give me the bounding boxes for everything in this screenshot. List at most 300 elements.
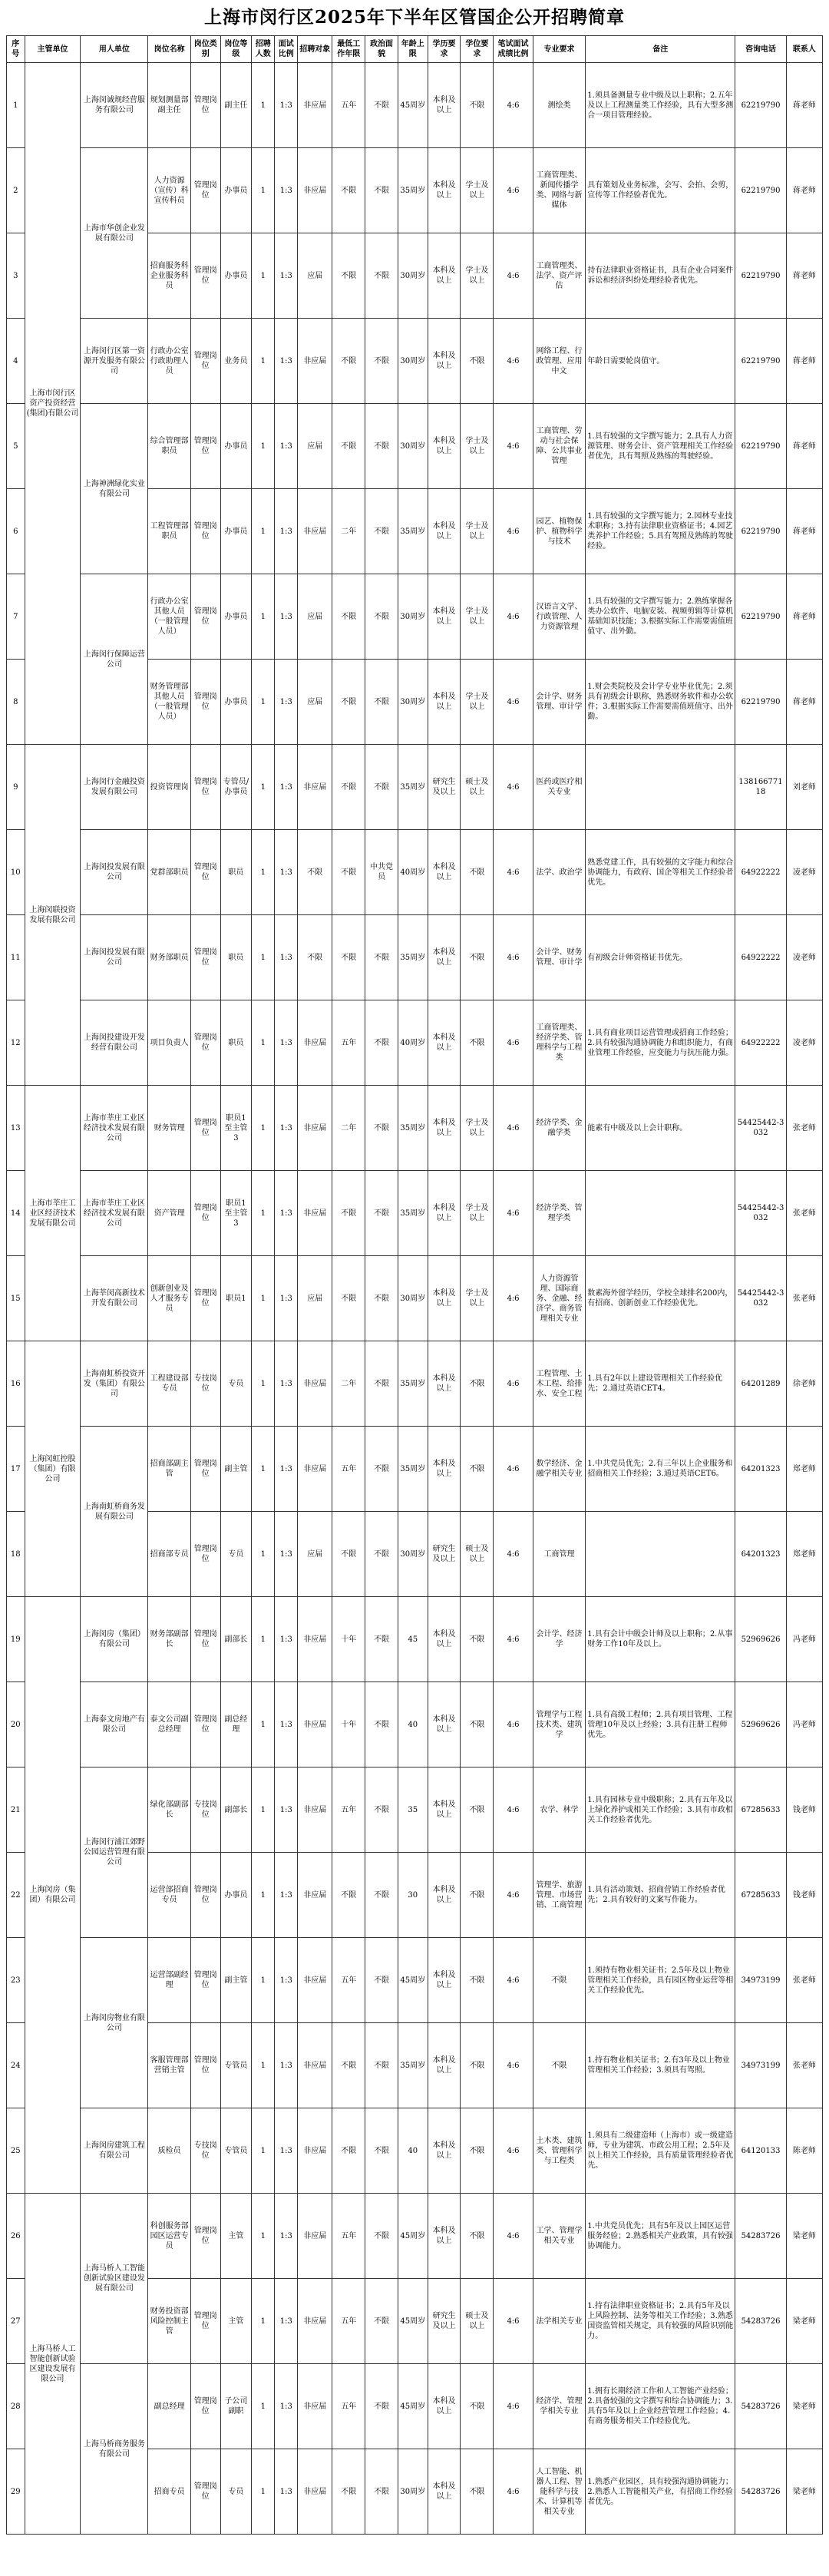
cell-exam: 4:6 [494,1000,533,1086]
cell-major: 经济学类、金融学类 [533,1086,586,1171]
cell-deg: 不限 [461,1597,494,1682]
cell-years: 不限 [332,1853,365,1938]
cell-note: 1.具有活动策划、招商营销工作经验者优先；2.具有较好的文案写作能力。 [586,1853,735,1938]
cell-lvl: 副主管 [220,1938,252,2023]
cell-num: 1 [252,2108,275,2194]
cell-exam: 4:6 [494,2108,533,2194]
cell-lvl: 职员 [220,1000,252,1086]
header-cell: 年龄上限 [398,36,428,63]
cell-ratio: 1:3 [275,148,298,233]
cell-pol: 不限 [365,1853,398,1938]
table-row [7,1682,823,1767]
cell-edu: 本科及以上 [428,1341,461,1427]
cell-ratio: 1:3 [275,1000,298,1086]
cell-tel: 64201323 [735,1512,786,1597]
cell-note: 1.须具备测量专业中级及以上职称；2.五年及以上工程测量类工作经验，具有大型多测合一项目管理经验。 [586,63,735,148]
cell-num: 1 [252,660,275,745]
cell-cat: 管理岗位 [191,574,221,660]
cell-edu: 本科及以上 [428,915,461,1000]
cell-ratio: 1:3 [275,1341,298,1427]
cell-years: 不限 [332,319,365,404]
cell-pol: 不限 [365,489,398,574]
cell-num: 1 [252,2194,275,2279]
cell-age: 35 [398,1767,428,1853]
cell-exam: 4:6 [494,404,533,489]
employer-cell: 上海南虹桥商务发展有限公司 [81,1427,148,1597]
cell-tel: 64922222 [735,830,786,915]
cell-target: 非应届 [298,489,332,574]
cell-ratio: 1:3 [275,1427,298,1512]
cell-ratio: 1:3 [275,1086,298,1171]
cell-lvl: 专管员 [220,2108,252,2194]
cell-exam: 4:6 [494,148,533,233]
cell-exam: 4:6 [494,2279,533,2364]
cell-deg: 不限 [461,1000,494,1086]
cell-tel: 64922222 [735,1000,786,1086]
cell-target: 非应届 [298,2364,332,2449]
cell-major: 农学、林学 [533,1767,586,1853]
page-title: 上海市闵行区2025年下半年区管国企公开招聘简章 [203,7,625,28]
cell-tel: 54425442-3032 [735,1086,786,1171]
cell-tel: 34973199 [735,2023,786,2108]
supervisor-cell: 上海闵房（集团）有限公司 [25,1597,81,2194]
cell-num: 1 [252,2279,275,2364]
cell-tel: 52969626 [735,1597,786,1682]
cell-years: 二年 [332,489,365,574]
cell-deg: 学士及以上 [461,148,494,233]
cell-years: 不限 [332,1171,365,1256]
cell-pol: 不限 [365,148,398,233]
employer-cell: 上海莘闵高新技术开发有限公司 [81,1256,148,1341]
cell-contact: 蒋老师 [786,574,822,660]
cell-ratio: 1:3 [275,2449,298,2535]
cell-major: 经济学、管理学相关专业 [533,2364,586,2449]
cell-note: 熟悉党建工作，具有较强的文字能力和综合协调能力，有政府、国企等相关工作经验者优先。 [586,830,735,915]
cell-cat: 专技岗位 [191,2108,221,2194]
header-cell: 最低工作年限 [332,36,365,63]
cell-pos: 招商专员 [148,2449,191,2535]
table-row [7,63,823,148]
cell-exam: 4:6 [494,1341,533,1427]
cell-pol: 不限 [365,1341,398,1427]
cell-contact: 钱老师 [786,1767,822,1853]
cell-tel: 62219790 [735,660,786,745]
cell-note: 1.中共党员优先；2.有三年以上企业服务和招商相关工作经验；3.通过英语CET6。 [586,1427,735,1512]
cell-edu: 本科及以上 [428,1938,461,2023]
cell-tel: 64120133 [735,2108,786,2194]
cell-major: 工商管理类、经济学类、管理科学与工程类 [533,1000,586,1086]
cell-years: 五年 [332,63,365,148]
cell-lvl: 专员 [220,1341,252,1427]
cell-pol: 不限 [365,233,398,319]
cell-exam: 4:6 [494,660,533,745]
cell-target: 非应届 [298,1853,332,1938]
cell-exam: 4:6 [494,2449,533,2535]
cell-lvl: 副主管 [220,1427,252,1512]
cell-years: 不限 [332,2449,365,2535]
cell-tel: 64201323 [735,1427,786,1512]
cell-cat: 管理岗位 [191,1000,221,1086]
cell-deg: 学士及以上 [461,233,494,319]
table-row [7,1597,823,1682]
cell-edu: 本科及以上 [428,830,461,915]
cell-ratio: 1:3 [275,1512,298,1597]
cell-ratio: 1:3 [275,1938,298,2023]
cell-note: 持有法律职业资格证书，具有企业合同案件诉讼和经济纠纷处理经验者优先。 [586,233,735,319]
cell-lvl: 办事员 [220,660,252,745]
cell-exam: 4:6 [494,830,533,915]
cell-pos: 工程管理部职员 [148,489,191,574]
cell-target: 非应届 [298,1427,332,1512]
cell-major: 管理学、旅游管理、市场营销、工商管理 [533,1853,586,1938]
row-number: 10 [7,830,25,915]
cell-edu: 本科及以上 [428,489,461,574]
cell-deg: 不限 [461,1853,494,1938]
row-number: 9 [7,745,25,830]
cell-age: 45周岁 [398,63,428,148]
row-number: 24 [7,2023,25,2108]
cell-deg: 不限 [461,1767,494,1853]
cell-lvl: 专管员 [220,2023,252,2108]
cell-pol: 不限 [365,2364,398,2449]
employer-cell: 上海闵投发展有限公司 [81,830,148,915]
cell-age: 45周岁 [398,2364,428,2449]
cell-contact: 冯老师 [786,1597,822,1682]
employer-cell: 上海马桥商务服务有限公司 [81,2364,148,2535]
cell-years: 不限 [332,2108,365,2194]
cell-major: 汉语言文学、行政管理、人力资源管理 [533,574,586,660]
cell-target: 不限 [298,830,332,915]
cell-pol: 不限 [365,1767,398,1853]
cell-exam: 4:6 [494,1256,533,1341]
cell-contact: 钱老师 [786,1853,822,1938]
cell-pos: 副总经理 [148,2364,191,2449]
cell-contact: 蒋老师 [786,404,822,489]
cell-edu: 本科及以上 [428,2364,461,2449]
cell-major: 管理学与工程技术类、建筑学 [533,1682,586,1767]
cell-contact: 郑老师 [786,1512,822,1597]
cell-ratio: 1:3 [275,2023,298,2108]
cell-note [586,745,735,830]
cell-age: 35周岁 [398,2023,428,2108]
cell-years: 五年 [332,1767,365,1853]
cell-edu: 本科及以上 [428,2449,461,2535]
cell-years: 五年 [332,1427,365,1512]
cell-ratio: 1:3 [275,1853,298,1938]
cell-contact: 徐老师 [786,1341,822,1427]
cell-num: 1 [252,1341,275,1427]
cell-note: 有初级会计师资格证书优先。 [586,915,735,1000]
cell-edu: 研究生及以上 [428,745,461,830]
cell-note: 1.具有园林专业中级职称；2.具有五年及以上绿化养护或相关工作经验；3.具有市政相关工作经验者优先。 [586,1767,735,1853]
cell-pos: 运营部招商专员 [148,1853,191,1938]
cell-major: 土木类、建筑类、管理科学与工程类 [533,2108,586,2194]
cell-edu: 本科及以上 [428,1597,461,1682]
cell-cat: 管理岗位 [191,63,221,148]
row-number: 4 [7,319,25,404]
cell-age: 45 [398,1597,428,1682]
cell-edu: 本科及以上 [428,1853,461,1938]
cell-years: 不限 [332,574,365,660]
cell-num: 1 [252,404,275,489]
cell-num: 1 [252,1086,275,1171]
cell-major: 工程管理、土木工程、给排水、安全工程 [533,1341,586,1427]
cell-target: 非应届 [298,1682,332,1767]
cell-exam: 4:6 [494,63,533,148]
cell-cat: 管理岗位 [191,233,221,319]
cell-years: 不限 [332,915,365,1000]
cell-ratio: 1:3 [275,660,298,745]
cell-cat: 专技岗位 [191,1767,221,1853]
cell-deg: 不限 [461,1427,494,1512]
cell-num: 1 [252,2364,275,2449]
cell-years: 五年 [332,2364,365,2449]
cell-contact: 蒋老师 [786,63,822,148]
cell-num: 1 [252,1767,275,1853]
cell-num: 1 [252,148,275,233]
cell-tel: 13816677118 [735,745,786,830]
row-number: 6 [7,489,25,574]
cell-exam: 4:6 [494,1597,533,1682]
cell-pos: 创新创业及人才服务专员 [148,1256,191,1341]
cell-deg: 不限 [461,63,494,148]
row-number: 1 [7,63,25,148]
table-row [7,2108,823,2194]
row-number: 22 [7,1853,25,1938]
cell-lvl: 办事员 [220,404,252,489]
cell-contact: 蒋老师 [786,660,822,745]
cell-age: 40周岁 [398,830,428,915]
cell-contact: 蒋老师 [786,148,822,233]
cell-age: 30周岁 [398,2449,428,2535]
cell-years: 不限 [332,745,365,830]
cell-deg: 学士及以上 [461,489,494,574]
cell-age: 35周岁 [398,489,428,574]
cell-pol: 不限 [365,319,398,404]
cell-ratio: 1:3 [275,1171,298,1256]
cell-target: 应届 [298,404,332,489]
cell-tel: 64922222 [735,915,786,1000]
row-number: 21 [7,1767,25,1853]
recruitment-table [6,35,823,2535]
cell-pos: 泰文公司副总经理 [148,1682,191,1767]
cell-lvl: 专管员/办事员 [220,745,252,830]
cell-deg: 学士及以上 [461,1086,494,1171]
employer-cell: 上海闵房建筑工程有限公司 [81,2108,148,2194]
cell-pos: 质检员 [148,2108,191,2194]
cell-lvl: 职员1至主管3 [220,1086,252,1171]
row-number: 5 [7,404,25,489]
cell-age: 30周岁 [398,1512,428,1597]
cell-edu: 本科及以上 [428,1000,461,1086]
cell-pol: 不限 [365,2449,398,2535]
cell-lvl: 办事员 [220,489,252,574]
cell-contact: 陈老师 [786,2108,822,2194]
cell-deg: 学士及以上 [461,1171,494,1256]
cell-ratio: 1:3 [275,574,298,660]
cell-ratio: 1:3 [275,1597,298,1682]
cell-major: 工商管理、劳动与社会保障、公共事业管理 [533,404,586,489]
cell-age: 45周岁 [398,2194,428,2279]
cell-lvl: 业务员 [220,319,252,404]
cell-contact: 郑老师 [786,1427,822,1512]
cell-ratio: 1:3 [275,2364,298,2449]
cell-pol: 不限 [365,2023,398,2108]
supervisor-cell: 上海闵虹控股（集团）有限公司 [25,1341,81,1597]
cell-cat: 管理岗位 [191,1853,221,1938]
cell-major: 工商管理 [533,1512,586,1597]
row-number: 16 [7,1341,25,1427]
cell-deg: 不限 [461,319,494,404]
cell-pos: 资产管理 [148,1171,191,1256]
cell-lvl: 专员 [220,2449,252,2535]
cell-lvl: 办事员 [220,148,252,233]
cell-pol: 不限 [365,1000,398,1086]
cell-lvl: 副部长 [220,1597,252,1682]
cell-deg: 硕士及以上 [461,2279,494,2364]
cell-ratio: 1:3 [275,2194,298,2279]
employer-cell: 上海闵行区第一资源开发服务有限公司 [81,319,148,404]
employer-cell: 上海南虹桥投资开发（集团）有限公司 [81,1341,148,1427]
cell-cat: 管理岗位 [191,1682,221,1767]
cell-edu: 本科及以上 [428,1427,461,1512]
cell-ratio: 1:3 [275,2108,298,2194]
header-cell: 政治面貌 [365,36,398,63]
cell-years: 不限 [332,233,365,319]
cell-target: 非应届 [298,319,332,404]
cell-num: 1 [252,1427,275,1512]
cell-cat: 管理岗位 [191,2194,221,2279]
cell-contact: 张老师 [786,1256,822,1341]
cell-cat: 管理岗位 [191,1171,221,1256]
cell-note: 1.具有较强的文字撰写能力；2.园林专业技术职称；3.持有法律职业资格证书；4.园艺类养护工作经验；5.具有驾照及熟练的驾驶经验。 [586,489,735,574]
cell-num: 1 [252,63,275,148]
cell-contact: 刘老师 [786,745,822,830]
cell-note: 数素海外留学经历，学校全球排名200内，有招商、创新创业工作经验优先。 [586,1256,735,1341]
cell-lvl: 副部长 [220,1767,252,1853]
cell-target: 非应届 [298,148,332,233]
cell-tel: 62219790 [735,319,786,404]
cell-pos: 行政办公室其他人员（一般管理人员） [148,574,191,660]
cell-cat: 管理岗位 [191,660,221,745]
cell-ratio: 1:3 [275,915,298,1000]
cell-lvl: 主管 [220,2279,252,2364]
cell-target: 非应届 [298,2023,332,2108]
row-number: 23 [7,1938,25,2023]
cell-cat: 管理岗位 [191,745,221,830]
table-row [7,1427,823,1512]
cell-cat: 管理岗位 [191,1256,221,1341]
cell-num: 1 [252,2023,275,2108]
cell-note: 1.具有较强的文字撰写能力；2.具有人力资源管理、财务会计、资产管理相关工作经验者优先，具有驾照及熟练的驾驶经验。 [586,404,735,489]
cell-cat: 管理岗位 [191,489,221,574]
cell-age: 30周岁 [398,574,428,660]
cell-pol: 不限 [365,2279,398,2364]
cell-pol: 中共党员 [365,830,398,915]
cell-num: 1 [252,1256,275,1341]
row-number: 17 [7,1427,25,1512]
cell-exam: 4:6 [494,1427,533,1512]
cell-major: 会计学、财务管理、审计学 [533,915,586,1000]
cell-major: 工商管理类、新闻传播学类、网络与新媒体 [533,148,586,233]
cell-pos: 财务管理 [148,1086,191,1171]
cell-tel: 34973199 [735,1938,786,2023]
cell-target: 非应届 [298,1597,332,1682]
cell-years: 二年 [332,1341,365,1427]
cell-major: 不限 [533,1938,586,2023]
cell-years: 不限 [332,404,365,489]
cell-age: 40 [398,2108,428,2194]
cell-pol: 不限 [365,2108,398,2194]
table-row [7,574,823,660]
cell-ratio: 1:3 [275,1767,298,1853]
cell-years: 不限 [332,660,365,745]
cell-tel: 54425442-3032 [735,1256,786,1341]
cell-edu: 本科及以上 [428,1256,461,1341]
cell-years: 不限 [332,1512,365,1597]
table-row [7,745,823,830]
cell-age: 35周岁 [398,745,428,830]
cell-num: 1 [252,1853,275,1938]
cell-exam: 4:6 [494,489,533,574]
table-row [7,2194,823,2279]
cell-target: 非应届 [298,1767,332,1853]
cell-deg: 不限 [461,2194,494,2279]
cell-tel: 67285633 [735,1853,786,1938]
table-row [7,1938,823,2023]
cell-cat: 管理岗位 [191,1597,221,1682]
cell-pol: 不限 [365,63,398,148]
cell-pos: 行政办公室行政助理人员 [148,319,191,404]
cell-ratio: 1:3 [275,489,298,574]
cell-major: 数学经济、金融学相关专业 [533,1427,586,1512]
cell-major: 工商管理类、法学、资产评估 [533,233,586,319]
cell-num: 1 [252,233,275,319]
cell-ratio: 1:3 [275,1682,298,1767]
cell-target: 应届 [298,660,332,745]
table-row [7,2364,823,2449]
cell-contact: 梁老师 [786,2279,822,2364]
cell-tel: 62219790 [735,63,786,148]
cell-pos: 工程建设部专员 [148,1341,191,1427]
supervisor-cell: 上海马桥人工智能创新试验区建设发展有限公司 [25,2194,81,2535]
table-row [7,1000,823,1086]
row-number: 28 [7,2364,25,2449]
header-cell: 招聘对象 [298,36,332,63]
cell-age: 35周岁 [398,1427,428,1512]
employer-cell: 上海闵投建设开发经营有限公司 [81,1000,148,1086]
cell-note: 1.熟悉产业园区，具有较强沟通协调能力；2.熟悉人工智能相关产业，有招商工作经验者优先。 [586,2449,735,2535]
cell-major: 网络工程、行政管理、应用中文 [533,319,586,404]
row-number: 8 [7,660,25,745]
row-number: 13 [7,1086,25,1171]
cell-contact: 蒋老师 [786,233,822,319]
cell-pos: 招商服务科企业服务科员 [148,233,191,319]
cell-ratio: 1:3 [275,745,298,830]
cell-target: 非应届 [298,2279,332,2364]
row-number: 26 [7,2194,25,2279]
cell-deg: 硕士及以上 [461,745,494,830]
cell-exam: 4:6 [494,2364,533,2449]
cell-pol: 不限 [365,1938,398,2023]
cell-age: 30周岁 [398,660,428,745]
cell-lvl: 职员1 [220,1256,252,1341]
cell-lvl: 办事员 [220,1853,252,1938]
header-cell: 岗位名称 [148,36,191,63]
cell-note: 年龄日需要轮岗值守。 [586,319,735,404]
supervisor-cell: 上海市莘庄工业区经济技术发展有限公司 [25,1086,81,1341]
cell-exam: 4:6 [494,745,533,830]
